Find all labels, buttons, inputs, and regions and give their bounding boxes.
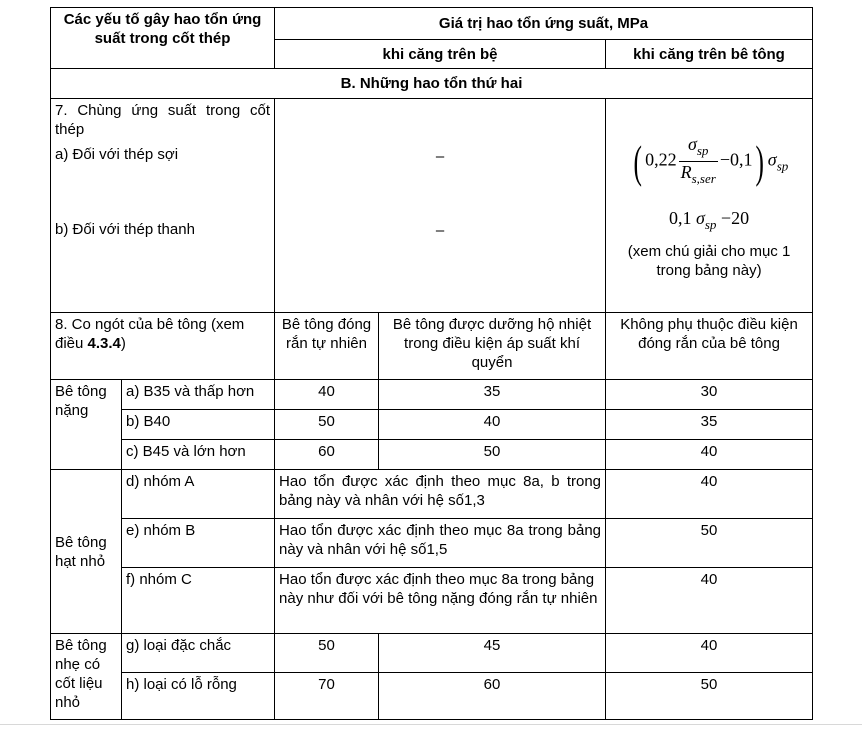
fine-row-text: Hao tổn được xác định theo mục 8a, b trong bảng này và nhân với hệ số1,3 xyxy=(275,470,606,519)
heavy-row-natural: 60 xyxy=(275,440,379,470)
section-b-title: B. Những hao tổn thứ hai xyxy=(51,69,813,99)
row8-steam-header: Bê tông được dưỡng hộ nhiệt trong điều kiện áp suất khí quyển xyxy=(379,313,606,380)
fine-row-independent: 40 xyxy=(606,470,813,519)
fine-row-independent: 50 xyxy=(606,519,813,568)
heavy-row-independent: 40 xyxy=(606,440,813,470)
heavy-row-label: c) B45 và lớn hơn xyxy=(122,440,275,470)
heavy-row-label: b) B40 xyxy=(122,410,275,440)
header-stress-loss: Giá trị hao tổn ứng suất, MPa xyxy=(275,8,813,40)
header-on-bed: khi căng trên bệ xyxy=(275,40,606,69)
row7b-formula: 0,1 $\sigma_{sp} -20$ xyxy=(668,208,750,232)
fine-row-text: Hao tổn được xác định theo mục 8a trong bảng này như đối với bê tông nặng đóng rắn tự nhiên xyxy=(275,568,606,634)
page-bottom-divider xyxy=(0,724,862,725)
row7-title: 7. Chùng ứng suất trong cốt thép xyxy=(55,102,271,138)
heavy-row-steam: 50 xyxy=(379,440,606,470)
row8-title: 8. Co ngót của bê tông (xem điều 4.3.4) xyxy=(51,313,275,380)
heavy-row-independent: 35 xyxy=(606,410,813,440)
row7a-bed-value: – xyxy=(435,148,445,165)
fine-row-label: f) nhóm C xyxy=(122,568,275,634)
row7b-label: b) Đối với thép thanh xyxy=(55,221,195,238)
row7-label-cell xyxy=(51,99,275,313)
heavy-row-label: a) B35 và thấp hơn xyxy=(122,380,275,410)
header-on-concrete: khi căng trên bê tông xyxy=(606,40,813,69)
row7-bed-cell xyxy=(275,99,606,313)
row7a-formula: ( 0,22 $\frac{\sigma_{sp}}{R_{s,ser}}$ −0,1) $\sigma_{sp}$ xyxy=(633,134,789,187)
fine-row-label: d) nhóm A xyxy=(122,470,275,519)
row7-concrete-cell xyxy=(606,99,813,313)
row7b-bed-value: – xyxy=(435,222,445,239)
heavy-row-independent: 30 xyxy=(606,380,813,410)
stress-loss-table xyxy=(50,7,813,720)
heavy-row-steam: 35 xyxy=(379,380,606,410)
light-row-label: g) loại đặc chắc xyxy=(122,634,275,673)
heavy-concrete-group: Bê tông nặng xyxy=(51,380,122,470)
row7a-label: a) Đối với thép sợi xyxy=(55,146,179,163)
fine-row-label: e) nhóm B xyxy=(122,519,275,568)
fine-concrete-group: Bê tông hạt nhỏ xyxy=(51,470,122,634)
light-row-independent: 50 xyxy=(606,673,813,720)
row8-independent-header: Không phụ thuộc điều kiện đóng rắn của bê tông xyxy=(606,313,813,380)
fine-row-independent: 40 xyxy=(606,568,813,634)
header-factors: Các yếu tố gây hao tổn ứng suất trong cốt thép xyxy=(51,8,275,69)
light-row-steam: 60 xyxy=(379,673,606,720)
heavy-row-natural: 40 xyxy=(275,380,379,410)
heavy-row-natural: 50 xyxy=(275,410,379,440)
light-row-label: h) loại có lỗ rỗng xyxy=(122,673,275,720)
row8-natural-header: Bê tông đóng rắn tự nhiên xyxy=(275,313,379,380)
light-row-steam: 45 xyxy=(379,634,606,673)
light-row-independent: 40 xyxy=(606,634,813,673)
heavy-row-steam: 40 xyxy=(379,410,606,440)
row7-note: (xem chú giải cho mục 1 trong bảng này) xyxy=(627,243,791,279)
light-row-natural: 70 xyxy=(275,673,379,720)
light-concrete-group: Bê tông nhẹ có cốt liệu nhỏ xyxy=(51,634,122,720)
fine-row-text: Hao tổn được xác định theo mục 8a trong bảng này và nhân với hệ số1,5 xyxy=(275,519,606,568)
light-row-natural: 50 xyxy=(275,634,379,673)
